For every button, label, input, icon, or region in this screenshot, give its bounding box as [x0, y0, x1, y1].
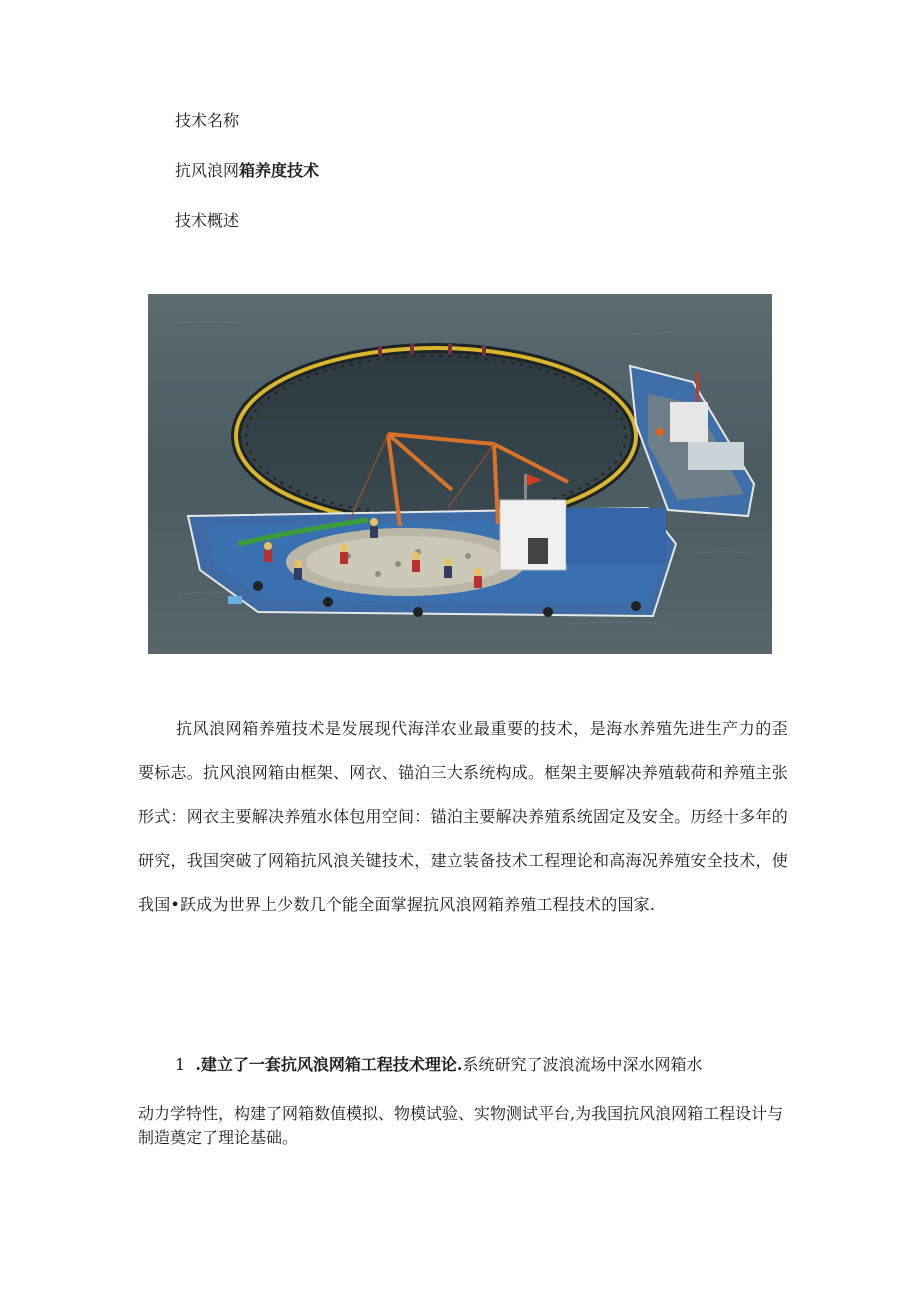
item-1-bold-title: .建立了一套抗风浪网箱工程技术理论.: [195, 1055, 463, 1074]
item-1-continuation: 动力学特性，构建了网箱数值模拟、物模试验、实物测试平台,为我国抗风浪网箱工程设计与制造奠定了理论基础。: [138, 1104, 784, 1147]
tech-name-value-bold: 箱养度技术: [239, 161, 320, 180]
item-1-first-line: 系统研究了波浪流场中深水网箱水: [462, 1055, 703, 1074]
net-cage-boat-photo: [148, 294, 772, 654]
tech-name-value: [175, 161, 319, 181]
tech-name-label: 技术名称: [175, 111, 240, 130]
item-1-number: 1: [175, 1055, 186, 1074]
overview-label: 技术概述: [175, 211, 240, 230]
item-1-heading: [175, 1054, 703, 1076]
tech-name-value-normal: 抗风浪网: [175, 161, 240, 180]
overview-paragraph: 抗风浪网箱养殖技术是发展现代海洋农业最重要的技术，是海水养殖先进生产力的歪要标志。抗风浪网箱由框架、网衣、锚泊三大系统构成。框架主要解决养殖载荷和养殖主张形式：网衣主要解决养殖水体包用空间：锚泊主要解决养殖系统固定及安全。历经十多年的研究，我国突破了网箱抗风浪关键技术，建立装备技术工程理论和高海况养殖安全技术，使我国•跃成为世界上少数几个能全面掌握抗风浪网箱养殖工程技术的国家.: [138, 719, 788, 914]
